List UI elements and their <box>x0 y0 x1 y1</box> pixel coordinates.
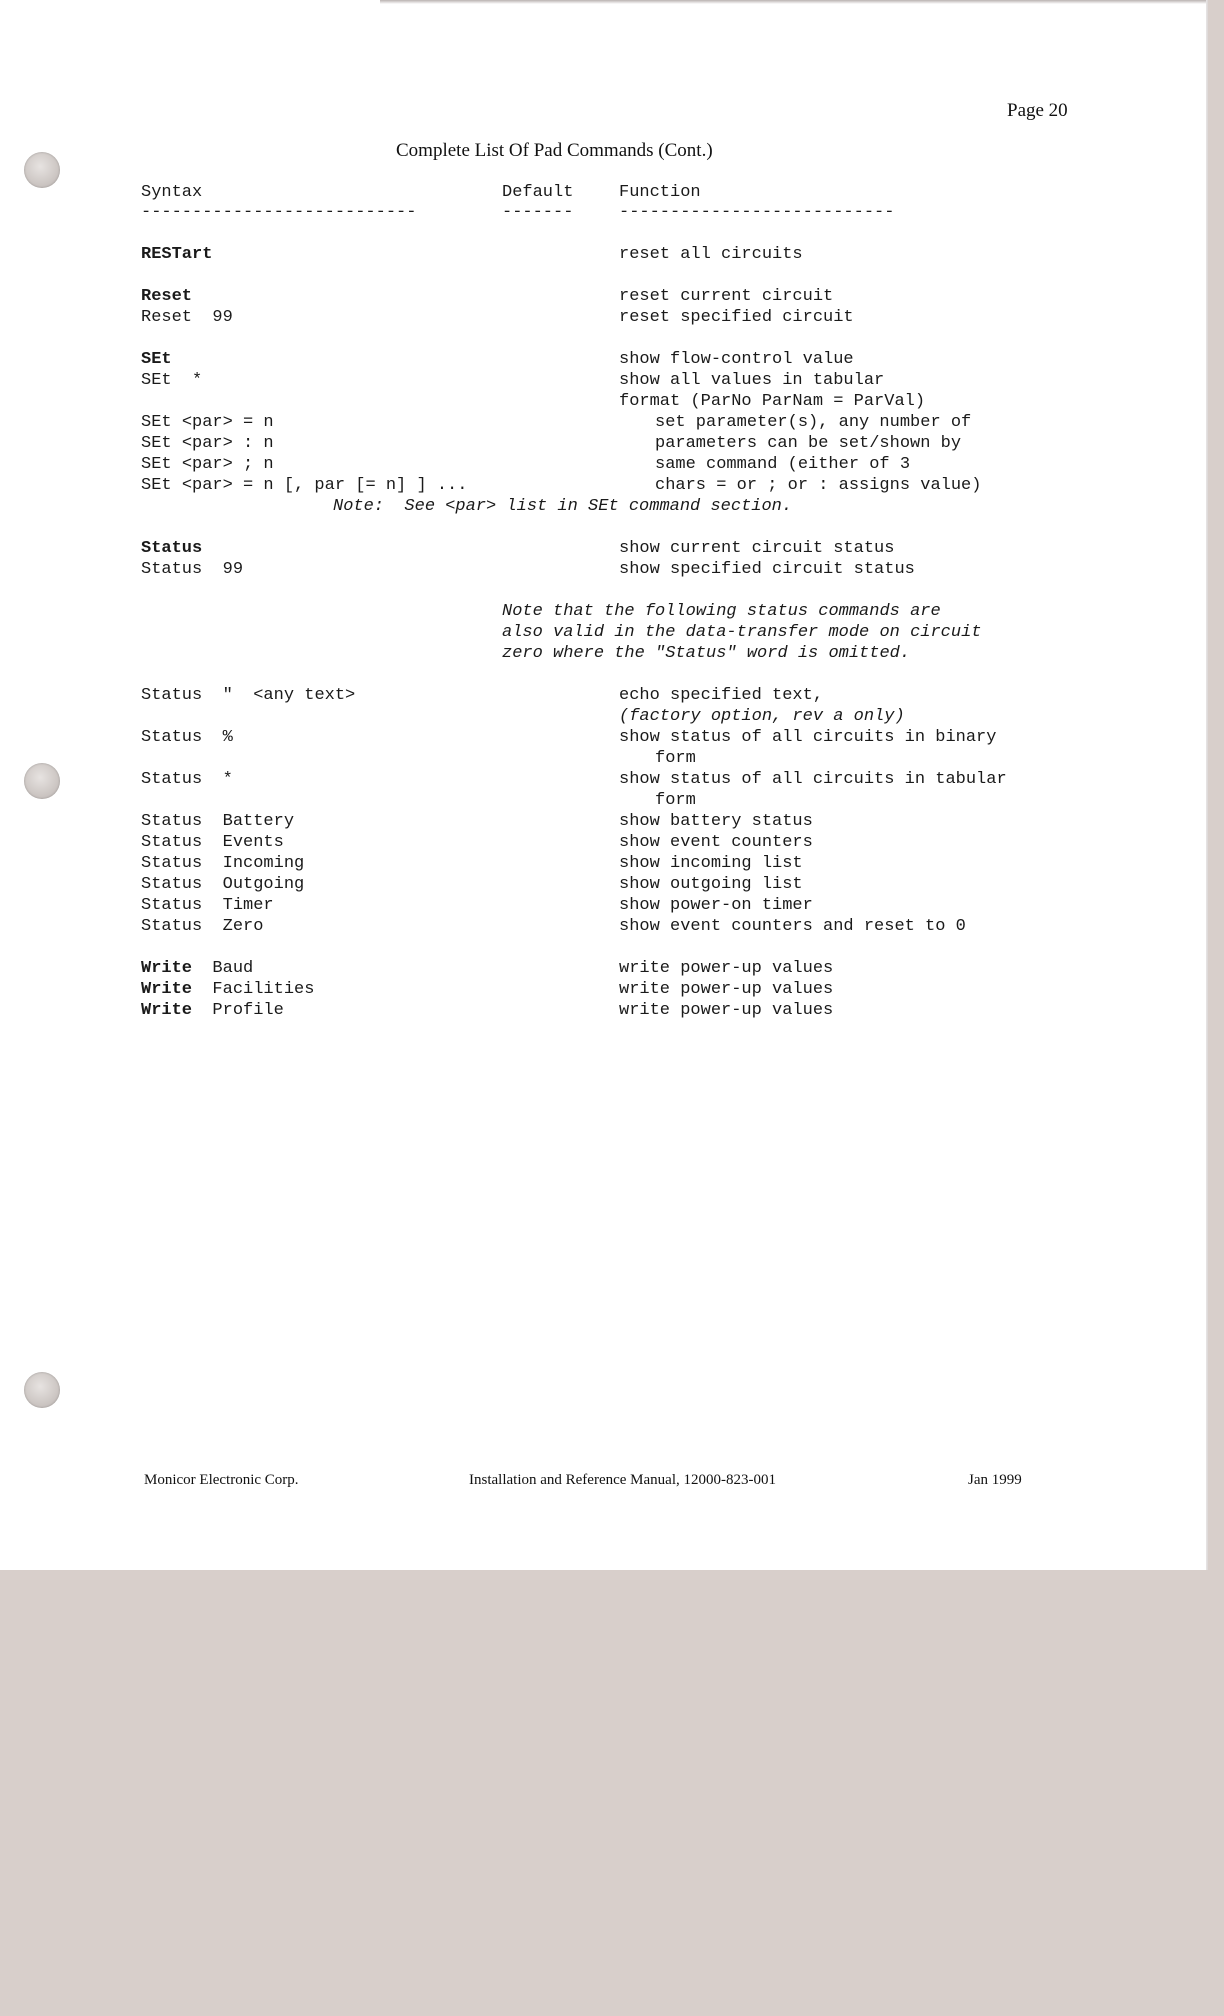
header-function: Function <box>619 183 701 202</box>
cmd-status-text: Status " <any text> <box>141 686 356 705</box>
header-default-rule: ------- <box>502 203 574 222</box>
func-status-99: show specified circuit status <box>619 560 915 579</box>
header-syntax-rule: --------------------------- <box>141 203 417 222</box>
func-status-text: echo specified text, <box>619 686 824 705</box>
cmd-status-battery: Status Battery <box>141 812 295 831</box>
cmd-write-baud: Write Baud <box>141 959 254 978</box>
cmd-write-profile: Write Profile <box>141 1001 284 1020</box>
cmd-set-colon: SEt <par> : n <box>141 434 274 453</box>
func-set-star-2: format (ParNo ParNam = ParVal) <box>619 392 926 411</box>
func-set-eq: set parameter(s), any number of <box>655 413 972 432</box>
header-function-rule: --------------------------- <box>619 203 895 222</box>
punch-hole <box>24 1372 60 1408</box>
func-reset-99: reset specified circuit <box>619 308 854 327</box>
cmd-restart: RESTart <box>141 245 213 264</box>
func-status-events: show event counters <box>619 833 813 852</box>
cmd-set-semi: SEt <par> ; n <box>141 455 274 474</box>
status-note-line-2: also valid in the data-transfer mode on circuit <box>502 623 982 642</box>
status-note-line-1: Note that the following status commands are <box>502 602 941 621</box>
func-status-timer: show power-on timer <box>619 896 813 915</box>
page-top-shadow <box>380 0 1208 4</box>
page-edge <box>1206 0 1208 1570</box>
func-write-baud: write power-up values <box>619 959 834 978</box>
cmd-status-outgoing: Status Outgoing <box>141 875 305 894</box>
func-status-pct: show status of all circuits in binary <box>619 728 997 747</box>
cmd-status-zero: Status Zero <box>141 917 264 936</box>
page-title: Complete List Of Pad Commands (Cont.) <box>396 140 713 161</box>
func-status-battery: show battery status <box>619 812 813 831</box>
cmd-status-star: Status * <box>141 770 233 789</box>
func-status-text-2: (factory option, rev a only) <box>619 707 905 726</box>
func-set-multi: chars = or ; or : assigns value) <box>655 476 982 495</box>
page-number: Page 20 <box>1007 100 1068 121</box>
cmd-status-incoming: Status Incoming <box>141 854 305 873</box>
footer-company: Monicor Electronic Corp. <box>144 1472 299 1488</box>
func-status-zero: show event counters and reset to 0 <box>619 917 966 936</box>
func-set-star: show all values in tabular <box>619 371 885 390</box>
cmd-set-multi: SEt <par> = n [, par [= n] ] ... <box>141 476 468 495</box>
status-note-line-3: zero where the "Status" word is omitted. <box>502 644 911 663</box>
func-set-semi: same command (either of 3 <box>655 455 911 474</box>
func-restart: reset all circuits <box>619 245 803 264</box>
cmd-set-eq: SEt <par> = n <box>141 413 274 432</box>
header-default: Default <box>502 183 574 202</box>
header-syntax: Syntax <box>141 183 203 202</box>
set-note: Note: See <par> list in SEt command section. <box>333 497 793 516</box>
cmd-reset: Reset <box>141 287 193 306</box>
func-status-pct-2: form <box>655 749 696 768</box>
func-write-profile: write power-up values <box>619 1001 834 1020</box>
func-write-facilities: write power-up values <box>619 980 834 999</box>
footer-manual: Installation and Reference Manual, 12000-823-001 <box>469 1472 776 1488</box>
cmd-status: Status <box>141 539 203 558</box>
cmd-status-timer: Status Timer <box>141 896 274 915</box>
cmd-status-pct: Status % <box>141 728 233 747</box>
func-status: show current circuit status <box>619 539 895 558</box>
func-reset: reset current circuit <box>619 287 834 306</box>
cmd-status-99: Status 99 <box>141 560 244 579</box>
footer-date: Jan 1999 <box>968 1472 1022 1488</box>
punch-hole <box>24 763 60 799</box>
func-status-star-2: form <box>655 791 696 810</box>
func-status-outgoing: show outgoing list <box>619 875 803 894</box>
cmd-status-events: Status Events <box>141 833 284 852</box>
cmd-set-star: SEt * <box>141 371 203 390</box>
func-set: show flow-control value <box>619 350 854 369</box>
func-set-colon: parameters can be set/shown by <box>655 434 962 453</box>
cmd-write-facilities: Write Facilities <box>141 980 315 999</box>
cmd-set: SEt <box>141 350 172 369</box>
cmd-reset-99: Reset 99 <box>141 308 233 327</box>
func-status-incoming: show incoming list <box>619 854 803 873</box>
func-status-star: show status of all circuits in tabular <box>619 770 1007 789</box>
punch-hole <box>24 152 60 188</box>
